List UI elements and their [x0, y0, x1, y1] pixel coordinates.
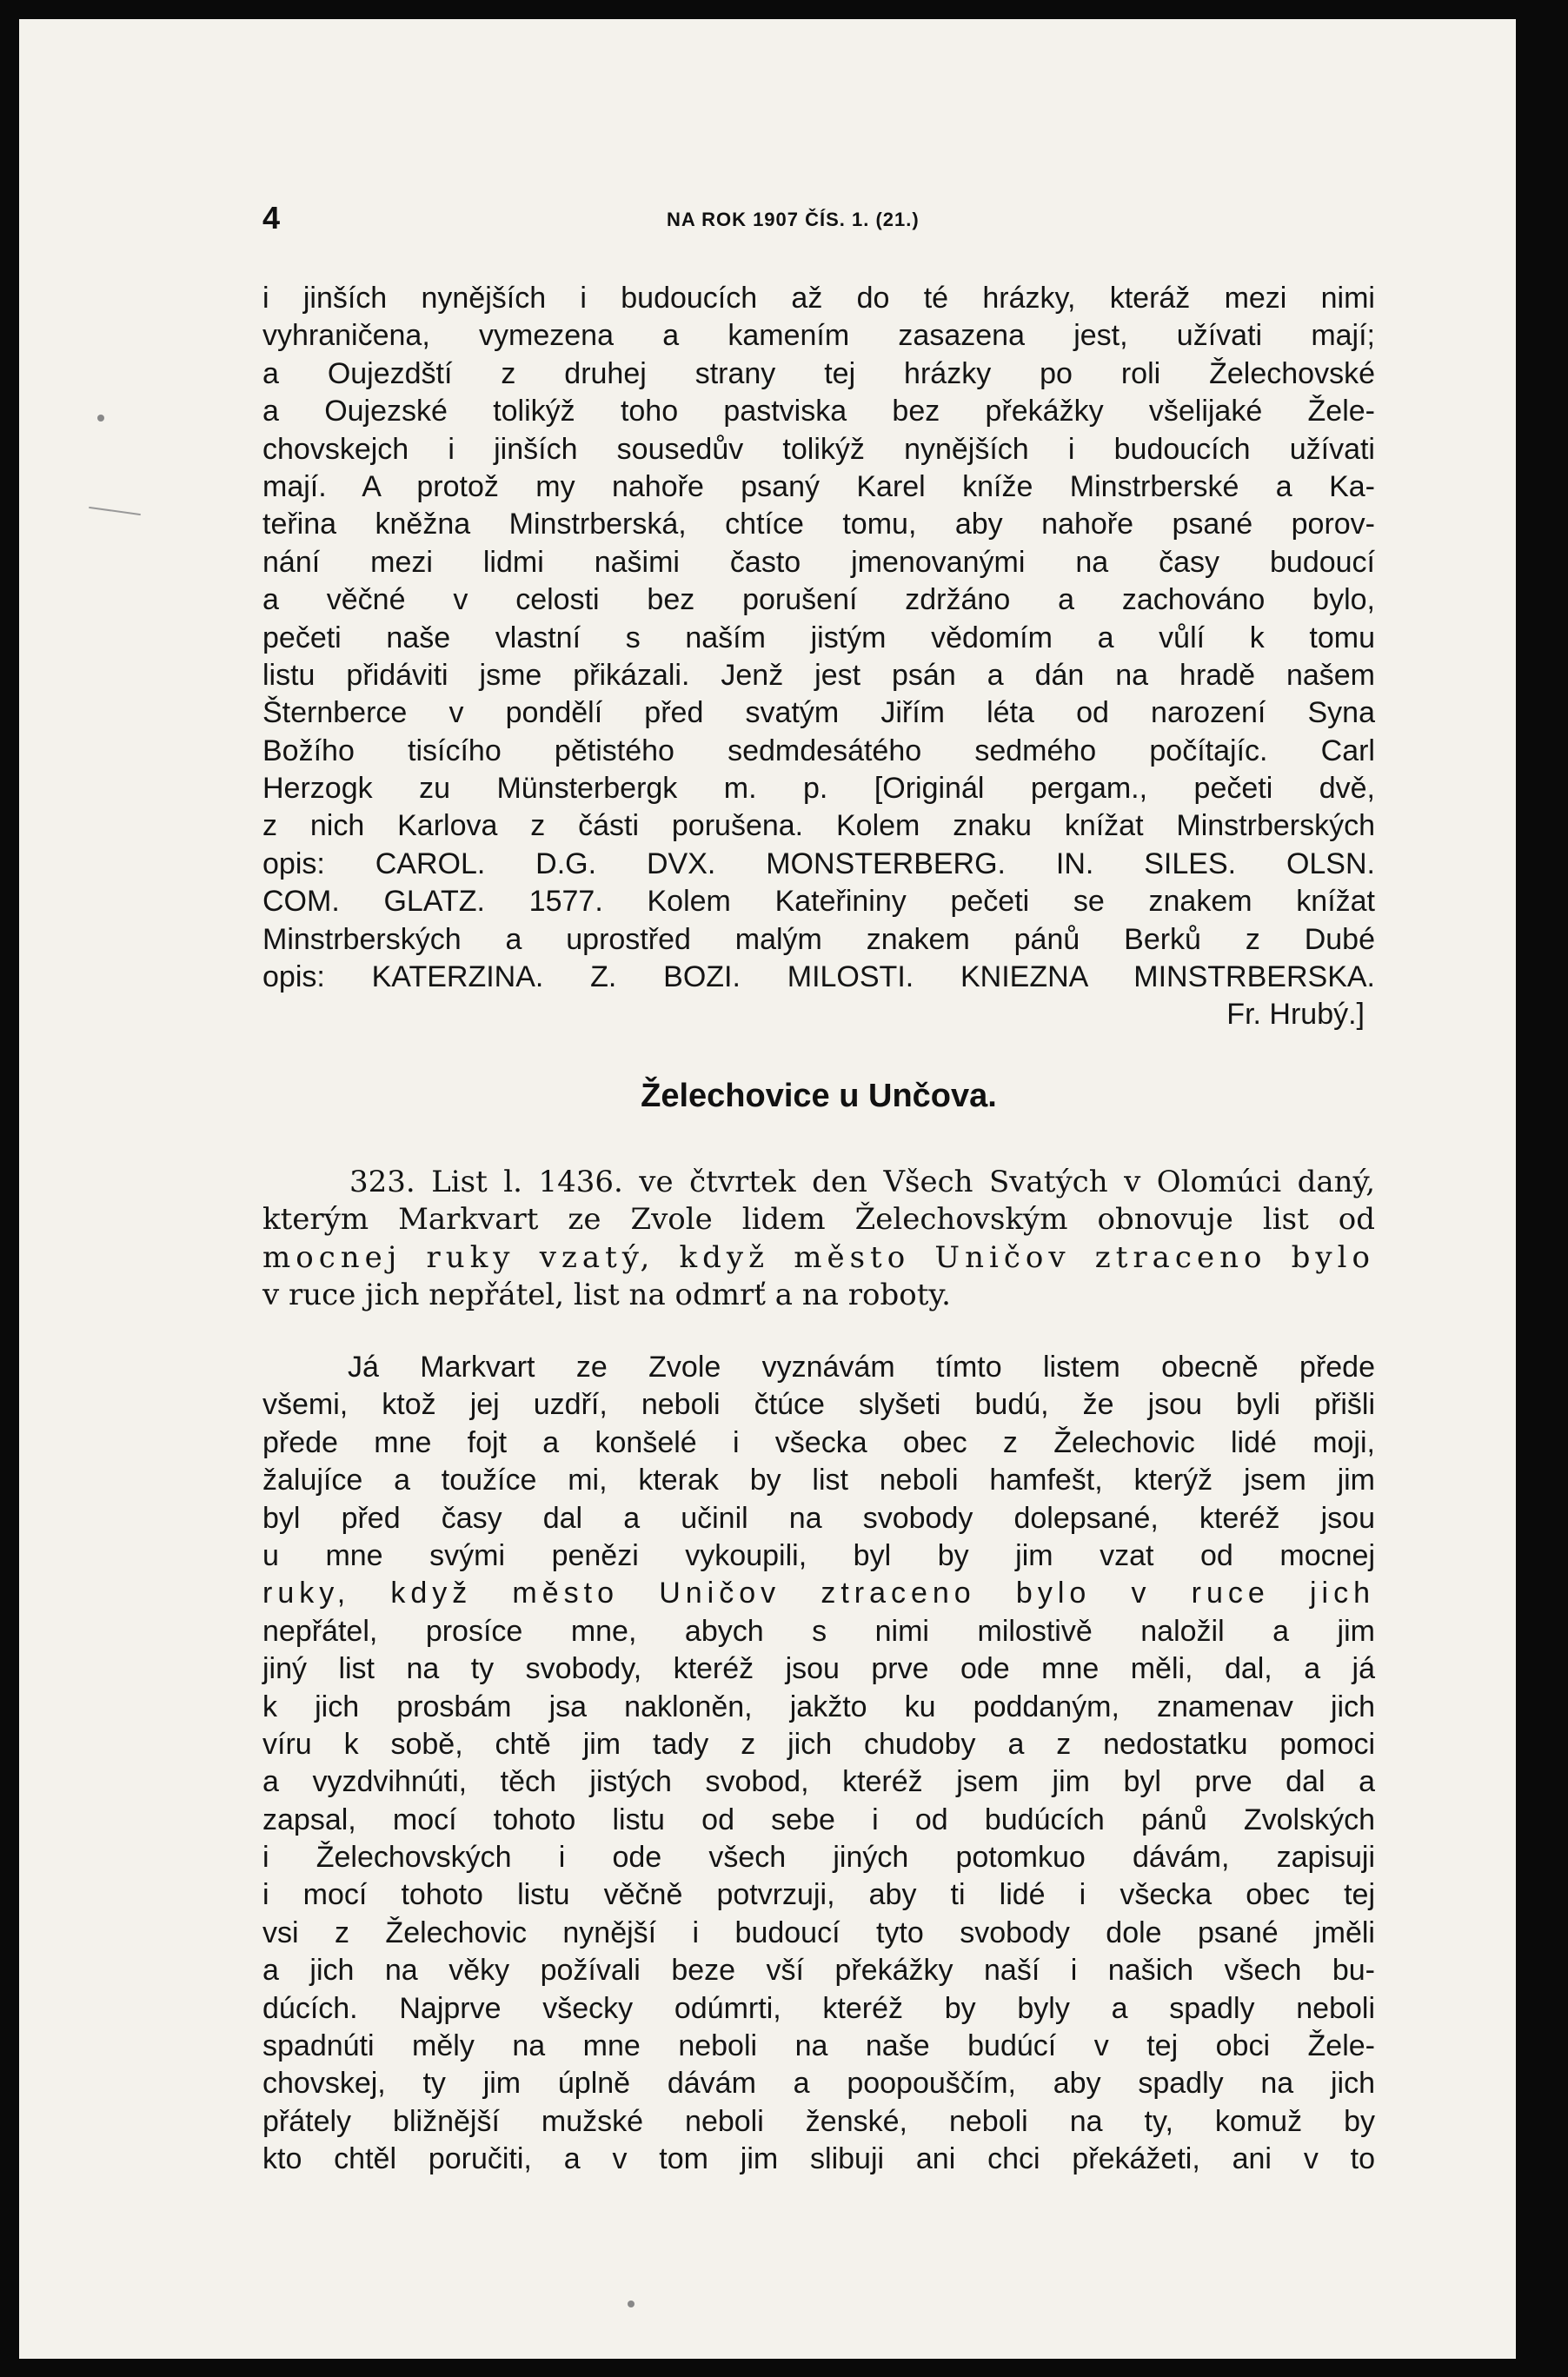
text-line: COM. GLATZ. 1577. Kolem Kateřininy pečeti se znakem knížat — [262, 885, 1375, 919]
text-line: vyhraničena, vymezena a kamením zasazena jest, užívati mají; — [262, 319, 1375, 353]
text-line: mají. A protož my nahoře psaný Karel kníže Minstrberské a Ka- — [262, 469, 1375, 503]
text-line: i Želechovských i ode všech jiných potomkuo dávám, zapisuji — [262, 1841, 1375, 1875]
text-line: i mocí tohoto listu věčně potvrzuji, aby ti lidé i všecka obec tej — [262, 1878, 1375, 1912]
text-line: opis: CAROL. D.G. DVX. MONSTERBERG. IN. SILES. OLSN. — [262, 847, 1375, 880]
section-heading: Želechovice u Unčova. — [641, 1078, 997, 1114]
text-line: opis: KATERZINA. Z. BOZI. MILOSTI. KNIEZNA MINSTRBERSKA. — [262, 960, 1375, 994]
page-number: 4 — [262, 200, 281, 236]
document-page — [19, 19, 1542, 2359]
text-line: žalujíce a toužíce mi, kterak by list neboli hamfešt, kterýž jsem jim — [262, 1464, 1375, 1497]
text-line: teřina kněžna Minstrberská, chtíce tomu, aby nahoře psané porov- — [262, 508, 1375, 541]
text-line: přátely bližnější mužské neboli ženské, neboli na ty, komuž by — [262, 2104, 1375, 2138]
text-line: zapsal, mocí tohoto listu od sebe i od budúcích pánů Zvolských — [262, 1803, 1375, 1836]
text-line: chovskejch i jinších sousedův tolikýž nynějších i budoucích užívati — [262, 432, 1375, 466]
entry-title-line: mocnej ruky vzatý, když město Uničov ztraceno bylo — [262, 1239, 1375, 1275]
text-line: dúcích. Najprve všecky odúmrti, kteréž by byly a spadly neboli — [262, 1991, 1375, 2025]
entry-title — [262, 1165, 1375, 1316]
text-line: Minstrberských a uprostřed malým znakem pánů Berků z Dubé — [262, 922, 1375, 956]
page-header — [262, 200, 1375, 238]
text-line: a jich na věky požívali beze vší překážky naší i našich všech bu- — [262, 1954, 1375, 1988]
text-line: Herzogk zu Münsterbergk m. p. [Originál pergam., pečeti dvě, — [262, 772, 1375, 806]
text-line: a Oujezské tolikýž toho pastviska bez překážky všelijaké Žele- — [262, 395, 1375, 428]
running-head: NA ROK 1907 ČÍS. 1. (21.) — [667, 209, 920, 230]
entry-title-line: kterým Markvart ze Zvole lidem Želechovským obnovuje list od — [262, 1202, 1375, 1238]
text-line: i jinších nynějších i budoucích až do té hrázky, kteráž mezi nimi — [262, 282, 1375, 315]
text-line: Já Markvart ze Zvole vyznávám tímto listem obecně přede — [348, 1351, 1375, 1384]
entry-title-line: 323. List l. 1436. ve čtvrtek den Všech Svatých v Olomúci daný, — [349, 1165, 1375, 1199]
text-line: spadnúti měly na mne neboli na naše budúcí v tej obci Žele- — [262, 2029, 1375, 2063]
text-line: a vyzdvihnúti, těch jistých svobod, kteréž jsem jim byl prve dal a — [262, 1765, 1375, 1799]
paper-crease-mark — [89, 507, 141, 515]
text-line: vsi z Želechovic nynější i budoucí tyto svobody dole psané jměli — [262, 1916, 1375, 1949]
paper-speck — [628, 2301, 635, 2307]
scan-edge — [1516, 19, 1542, 2359]
text-line: jiný list na ty svobody, kteréž jsou prve ode mne měli, dal, a já — [262, 1652, 1375, 1686]
signature-line: Fr. Hrubý.] — [1226, 998, 1365, 1032]
text-line: Šternberce v pondělí před svatým Jiřím léta od narození Syna — [262, 696, 1375, 730]
text-line: víru k sobě, chtě jim tady z jich chudoby a z nedostatku pomoci — [262, 1727, 1375, 1761]
text-line: a Oujezdští z druhej strany tej hrázky po roli Želechovské — [262, 356, 1375, 390]
text-line: u mne svými penězi vykoupili, byl by jim vzat od mocnej — [262, 1538, 1375, 1572]
entry-title-line: v ruce jich nepřátel, list na odmrť a na roboty. — [262, 1278, 951, 1313]
text-line: všemi, ktož jej uzdří, neboli čtúce slyšeti budú, že jsou byli přišli — [262, 1388, 1375, 1422]
continuation-paragraph — [262, 280, 1375, 1034]
text-line: pečeti naše vlastní s naším jistým vědomím a vůlí k tomu — [262, 621, 1375, 654]
text-line: Božího tisícího pětistého sedmdesátého sedmého počítajíc. Carl — [262, 734, 1375, 767]
text-line: byl před časy dal a učinil na svobody dolepsané, kteréž jsou — [262, 1501, 1375, 1535]
text-line: přede mne fojt a konšelé i všecka obec z Želechovic lidé moji, — [262, 1425, 1375, 1459]
text-line: nání mezi lidmi našimi často jmenovanými na časy budoucí — [262, 545, 1375, 579]
document-body — [262, 1349, 1375, 2179]
text-line: nepřátel, prosíce mne, abych s nimi milostivě naložil a jim — [262, 1614, 1375, 1648]
text-line: k jich prosbám jsa nakloněn, jakžto ku poddaným, znamenav jich — [262, 1690, 1375, 1723]
text-line: listu přidáviti jsme přikázali. Jenž jest psán a dán na hradě našem — [262, 658, 1375, 692]
text-line: a věčné v celosti bez porušení zdržáno a zachováno bylo, — [262, 583, 1375, 617]
text-line: kto chtěl poručiti, a v tom jim slibuji ani chci překážeti, ani v to — [262, 2142, 1375, 2176]
text-line: ruky, když město Uničov ztraceno bylo v ruce jich — [262, 1577, 1375, 1610]
paper-speck — [97, 415, 104, 422]
text-line: z nich Karlova z části porušena. Kolem znaku knížat Minstrberských — [262, 809, 1375, 843]
text-line: chovskej, ty jim úplně dávám a poopouščím, aby spadly na jich — [262, 2067, 1375, 2101]
